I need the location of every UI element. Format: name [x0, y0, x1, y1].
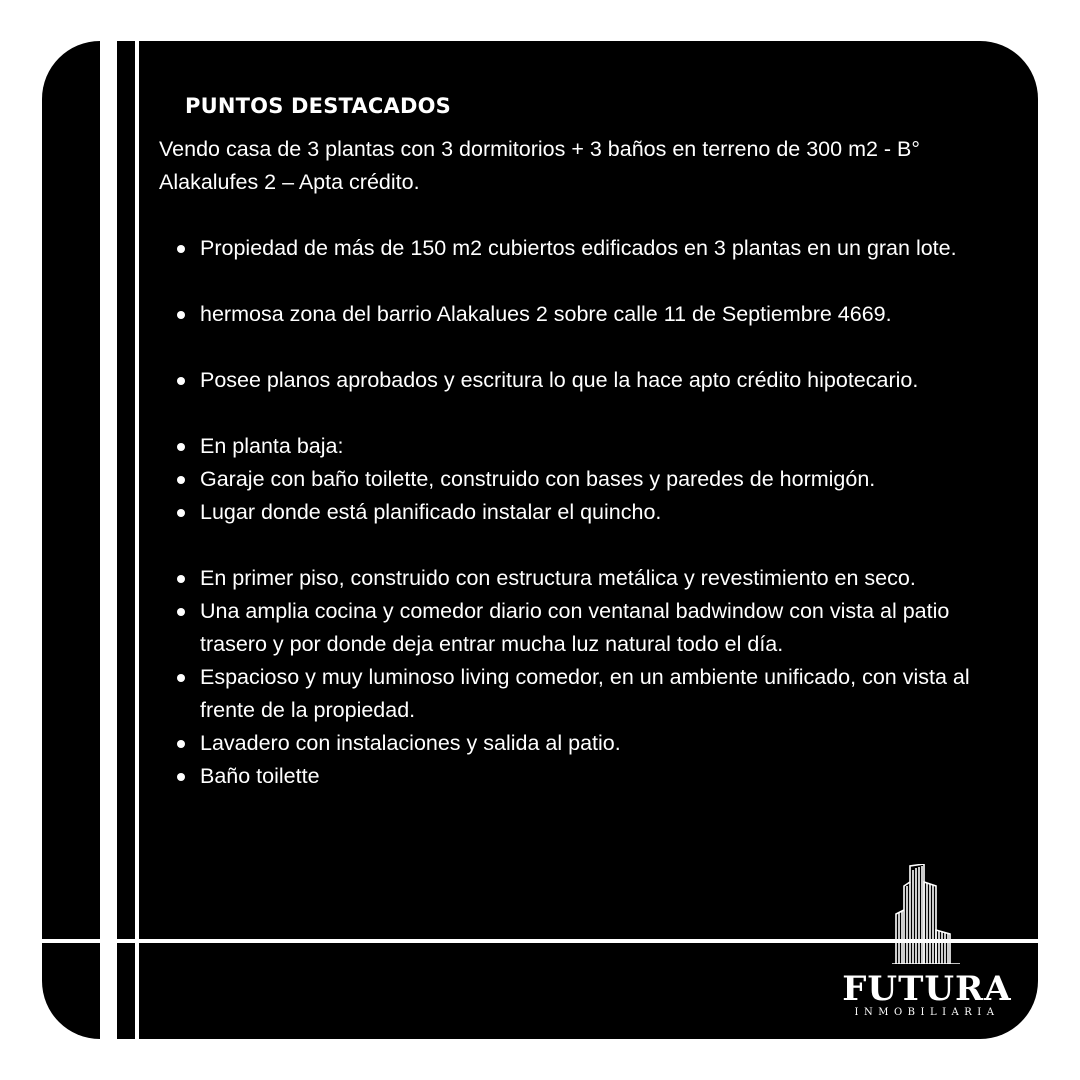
building-icon [892, 864, 962, 964]
logo-subtitle: INMOBILIARIA [854, 1007, 1000, 1018]
list-item: Posee planos aprobados y escritura lo que la hace apto crédito hipotecario. [159, 364, 1019, 397]
list-item: Lavadero con instalaciones y salida al patio. [159, 727, 1019, 760]
list-item: Baño toilette [159, 760, 1019, 793]
list-item: En planta baja: [159, 430, 1019, 463]
listing-card [42, 41, 1038, 1039]
logo-wordmark: FUTURA [842, 969, 1012, 1009]
section-title: PUNTOS DESTACADOS [185, 94, 451, 118]
list-item: Una amplia cocina y comedor diario con ventanal badwindow con vista al patio trasero y por donde deja entrar mucha luz natural todo el día. [159, 595, 1019, 661]
list-item: Lugar donde está planificado instalar el quincho. [159, 496, 1019, 529]
list-item: En primer piso, construido con estructura metálica y revestimiento en seco. [159, 562, 1019, 595]
list-item: Espacioso y muy luminoso living comedor, en un ambiente unificado, con vista al frente de la propiedad. [159, 661, 1019, 727]
futura-logo [842, 861, 1012, 1026]
frame-line-vertical-thin [135, 41, 139, 1039]
intro-text: Vendo casa de 3 plantas con 3 dormitorios + 3 baños en terreno de 300 m2 - B° Alakalufes 2 – Apta crédito. [159, 137, 920, 194]
highlights-list [159, 232, 1019, 793]
frame-line-vertical-thick [100, 41, 117, 1039]
list-item: Garaje con baño toilette, construido con bases y paredes de hormigón. [159, 463, 1019, 496]
list-item: hermosa zona del barrio Alakalues 2 sobre calle 11 de Septiembre 4669. [159, 298, 1019, 331]
list-item: Propiedad de más de 150 m2 cubiertos edificados en 3 plantas en un gran lote. [159, 232, 1019, 265]
